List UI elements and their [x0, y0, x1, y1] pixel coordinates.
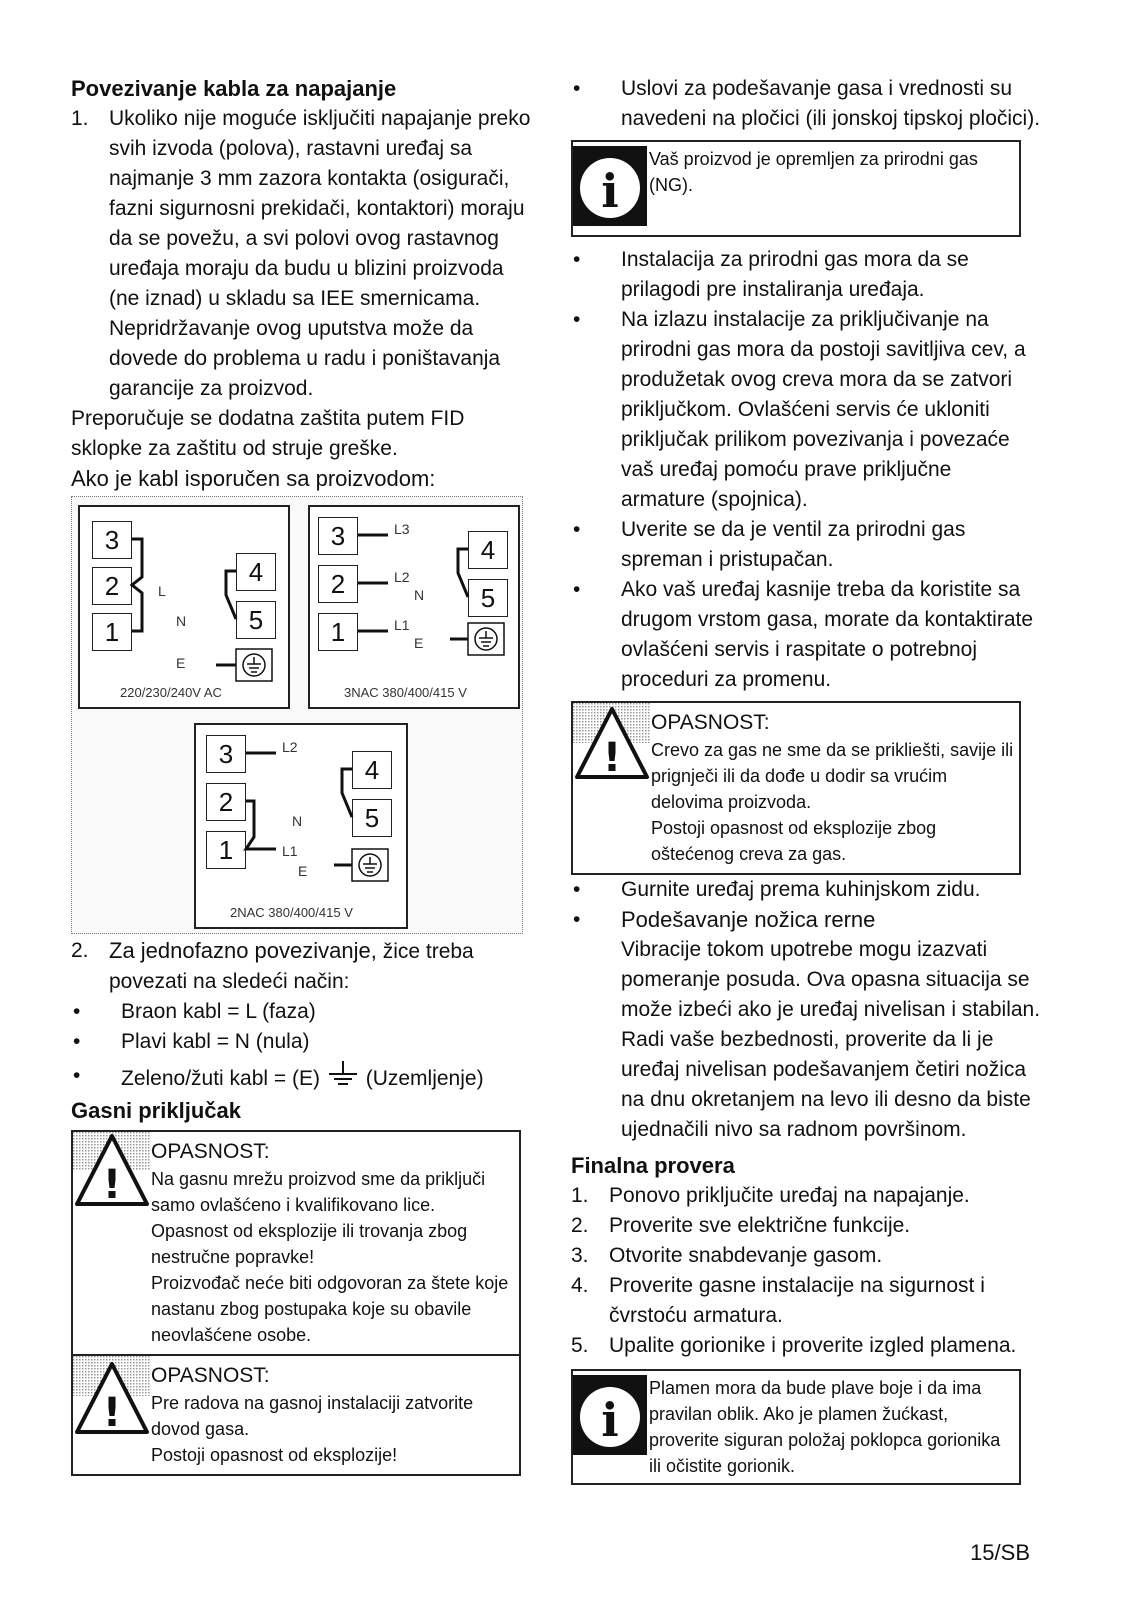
bullet-text: Na izlazu instalacije za priključivanje na prirodni gas mora da postoji savitljiva cev, a produžetak ovog creva mora da se zatvori priključkom. Ovlašćeni servis će ukloniti priključak prilikom povezivanja i povezaće vaš uređaj pomoću prave priključne armature (spojnica).	[621, 308, 1026, 511]
heading-power-cable: Povezivanje kabla za napajanje	[71, 76, 397, 101]
info-icon-wrap	[573, 142, 649, 235]
terminal-5: 5	[468, 579, 508, 617]
wiring-panel-3nac	[308, 505, 520, 709]
list-item	[71, 997, 531, 1027]
terminal-1: 1	[92, 613, 132, 651]
panel-caption: 2NAC 380/400/415 V	[230, 905, 353, 920]
oven-feet-text: Vibracije tokom upotrebe mogu izazvati pomeranje posuda. Ova opasna situacija se može izbeći ako je uređaj nivelisan i stabilan. Radi vaše bezbednosti, proverite da li je uređaj nivelisan podešavanjem četiri nožica na dnu okretanjem na levo ili desno da biste ujednačili nivo sa radnom površinom.	[621, 938, 1041, 1141]
info-text: Plamen mora da bude plave boje i da ima pravilan oblik. Ako je plamen žućkast, proverite siguran položaj poklopca gorionika ili očistite gorionik.	[649, 1378, 1001, 1476]
terminal-3: 3	[318, 517, 358, 555]
warning-icon-wrap	[573, 703, 651, 873]
final-step	[571, 1241, 1041, 1271]
ground-symbol-icon	[326, 1061, 360, 1089]
heading-gas-connection: Gasni priključak	[71, 1098, 241, 1123]
final-step	[571, 1211, 1041, 1241]
step-number: 3.	[571, 1244, 589, 1267]
info-icon	[573, 146, 647, 226]
step-2	[71, 936, 531, 997]
list-item	[571, 875, 1041, 905]
info-icon-wrap	[573, 1371, 649, 1483]
ground-text-a: Zeleno/žuti kabl = (E)	[121, 1067, 321, 1090]
wiring-lines	[80, 507, 288, 707]
info-box	[571, 1369, 1021, 1485]
bullet-text: Gurnite uređaj prema kuhinjskom zidu.	[621, 878, 981, 901]
label-L2: L2	[394, 569, 410, 585]
svg-text:!: !	[602, 735, 622, 781]
warning-icon-wrap	[73, 1132, 151, 1354]
step-number: 5.	[571, 1334, 589, 1357]
label-L1: L1	[394, 617, 410, 633]
terminal-3: 3	[92, 521, 132, 559]
wiring-panel-single-phase	[78, 505, 290, 709]
bullet: •	[73, 1000, 81, 1023]
final-step	[571, 1271, 1041, 1331]
step-number: 4.	[571, 1274, 589, 1297]
warning-title: OPASNOST:	[651, 711, 770, 734]
bullet-text: Plavi kabl = N (nula)	[121, 1030, 310, 1053]
ground-text-b: (Uzemljenje)	[365, 1067, 484, 1090]
warning-text	[151, 1132, 519, 1354]
bullet-text: Uslovi za podešavanje gasa i vrednosti su navedeni na pločici (ili jonskoj tipskoj pločici).	[621, 77, 1041, 130]
terminal-3: 3	[206, 735, 246, 773]
bullet-text: Uverite se da je ventil za prirodni gas spreman i pristupačan.	[621, 518, 966, 571]
bullet-text: Ako vaš uređaj kasnije treba da koristite sa drugom vrstom gasa, morate da kontaktirate ovlašćeni servis i raspitate o potrebnoj proceduri za promenu.	[621, 578, 1034, 691]
bullet-text	[621, 905, 1041, 1145]
terminal-4: 4	[468, 531, 508, 569]
step-text: Proverite sve električne funkcije.	[609, 1214, 911, 1237]
bullet: •	[573, 578, 581, 601]
label-L2: L2	[282, 739, 298, 755]
step-2-rest: žice treba povezati na sledeći način:	[109, 940, 474, 993]
step-text: Otvorite snabdevanje gasom.	[609, 1244, 883, 1267]
label-N: N	[414, 587, 425, 603]
heading-final-check: Finalna provera	[571, 1153, 735, 1178]
bullet: •	[573, 248, 581, 271]
warning-box	[71, 1130, 521, 1356]
oven-feet-heading: Podešavanje nožica rerne	[621, 907, 876, 932]
list-item	[71, 1027, 531, 1057]
heading-cable-supplied: Ako je kabl isporučen sa proizvodom:	[71, 466, 436, 491]
warning-line: Crevo za gas ne sme da se prikliešti, savije ili prignječi ili da dođe u dodir sa vrućim delovima proizvoda.	[651, 740, 1014, 812]
step-number: 2.	[71, 939, 89, 962]
terminal-2: 2	[206, 783, 246, 821]
page-number: 15/SB	[970, 1540, 1030, 1565]
terminal-5: 5	[352, 799, 392, 837]
warning-title: OPASNOST:	[151, 1364, 270, 1387]
step-1	[71, 104, 531, 404]
step-number: 1.	[71, 107, 89, 130]
warning-text	[651, 703, 1019, 873]
label-L3: L3	[394, 521, 410, 537]
warning-line: Pre radova na gasnoj instalaciji zatvorite dovod gasa.	[151, 1393, 474, 1439]
svg-text:!: !	[102, 1390, 122, 1436]
bullet: •	[573, 518, 581, 541]
warning-triangle-icon	[573, 703, 651, 783]
warning-line: Proizvođač neće biti odgovoran za štete koje nastanu zbog postupaka koje su obavile neovlašćene osobe.	[151, 1273, 509, 1345]
warning-line: Postoji opasnost od eksplozije zbog oštećenog creva za gas.	[651, 818, 937, 864]
warning-box	[571, 701, 1021, 875]
final-step	[571, 1331, 1041, 1361]
svg-text:i: i	[601, 164, 619, 218]
label-E: E	[176, 655, 186, 671]
bullet-text: Braon kabl = L (faza)	[121, 1000, 316, 1023]
list-item	[71, 1061, 531, 1094]
bullet-text	[121, 1061, 531, 1094]
info-text: Vaš proizvod je opremljen za prirodni gas (NG).	[649, 149, 978, 195]
warning-triangle-icon	[73, 1132, 151, 1208]
terminal-1: 1	[318, 613, 358, 651]
terminal-4: 4	[236, 553, 276, 591]
wiring-lines	[310, 507, 518, 707]
bullet: •	[573, 878, 581, 901]
step-number: 2.	[571, 1214, 589, 1237]
terminal-1: 1	[206, 831, 246, 869]
step-text: Ukoliko nije moguće isključiti napajanje preko svih izvoda (polova), rastavni uređaj sa najmanje 3 mm zazora kontakta (osigurači, fazni sigurnosni prekidači, kontaktori) moraju da se povežu, a svi polovi ovog rastavnog uređaja moraju da budu u blizini proizvoda (ne iznad) u skladu sa IEE smernicama. Nepridržavanje ovog uputstva može da dovede do problema u radu i poništavanja garancije za proizvod.	[109, 107, 531, 400]
svg-text:!: !	[102, 1162, 122, 1208]
list-item	[571, 515, 1041, 575]
fid-note: Preporučuje se dodatna zaštita putem FID sklopke za zaštitu od struje greške.	[71, 407, 465, 460]
terminal-2: 2	[318, 565, 358, 603]
warning-text	[151, 1356, 519, 1474]
wiring-panel-2nac	[194, 723, 408, 929]
bullet-text: Instalacija za prirodni gas mora da se prilagodi pre instaliranja uređaja.	[621, 248, 969, 301]
bullet: •	[73, 1064, 81, 1087]
step-2-lead: Za jednofazno povezivanje,	[109, 938, 377, 963]
step-text: Proverite gasne instalacije na sigurnost i čvrstoću armatura.	[609, 1274, 985, 1327]
label-N: N	[176, 613, 187, 629]
terminal-2: 2	[92, 567, 132, 605]
label-E: E	[298, 863, 308, 879]
panel-caption: 3NAC 380/400/415 V	[344, 685, 467, 700]
terminal-4: 4	[352, 751, 392, 789]
svg-text:i: i	[601, 1393, 619, 1447]
step-text: Ponovo priključite uređaj na napajanje.	[609, 1184, 970, 1207]
label-L1: L1	[282, 843, 298, 859]
step-number: 1.	[571, 1184, 589, 1207]
step-text	[109, 936, 531, 997]
info-box	[571, 140, 1021, 237]
warning-icon-wrap	[73, 1356, 151, 1474]
list-item	[571, 305, 1041, 515]
wiring-diagram	[71, 496, 523, 934]
final-step	[571, 1181, 1041, 1211]
label-N: N	[292, 813, 303, 829]
warning-line: Opasnost od eksplozije ili trovanja zbog nestručne popravke!	[151, 1221, 468, 1267]
info-icon	[573, 1375, 647, 1455]
list-item	[571, 245, 1041, 305]
step-text: Upalite gorionike i proverite izgled plamena.	[609, 1334, 1017, 1357]
label-L: L	[158, 583, 166, 599]
bullet: •	[573, 908, 581, 931]
bullet: •	[73, 1030, 81, 1053]
right-column	[571, 74, 1041, 1493]
bullet: •	[573, 308, 581, 331]
list-item	[571, 905, 1041, 1145]
warning-line: Na gasnu mrežu proizvod sme da priključi samo ovlašćeno i kvalifikovano lice.	[151, 1169, 486, 1215]
bullet: •	[573, 77, 581, 100]
warning-title: OPASNOST:	[151, 1140, 270, 1163]
warning-box	[71, 1356, 521, 1476]
panel-caption: 220/230/240V AC	[120, 685, 222, 700]
warning-triangle-icon	[73, 1356, 151, 1436]
list-item	[571, 74, 1041, 134]
list-item	[571, 575, 1041, 695]
terminal-5: 5	[236, 601, 276, 639]
label-E: E	[414, 635, 424, 651]
warning-line: Postoji opasnost od eksplozije!	[151, 1445, 398, 1465]
